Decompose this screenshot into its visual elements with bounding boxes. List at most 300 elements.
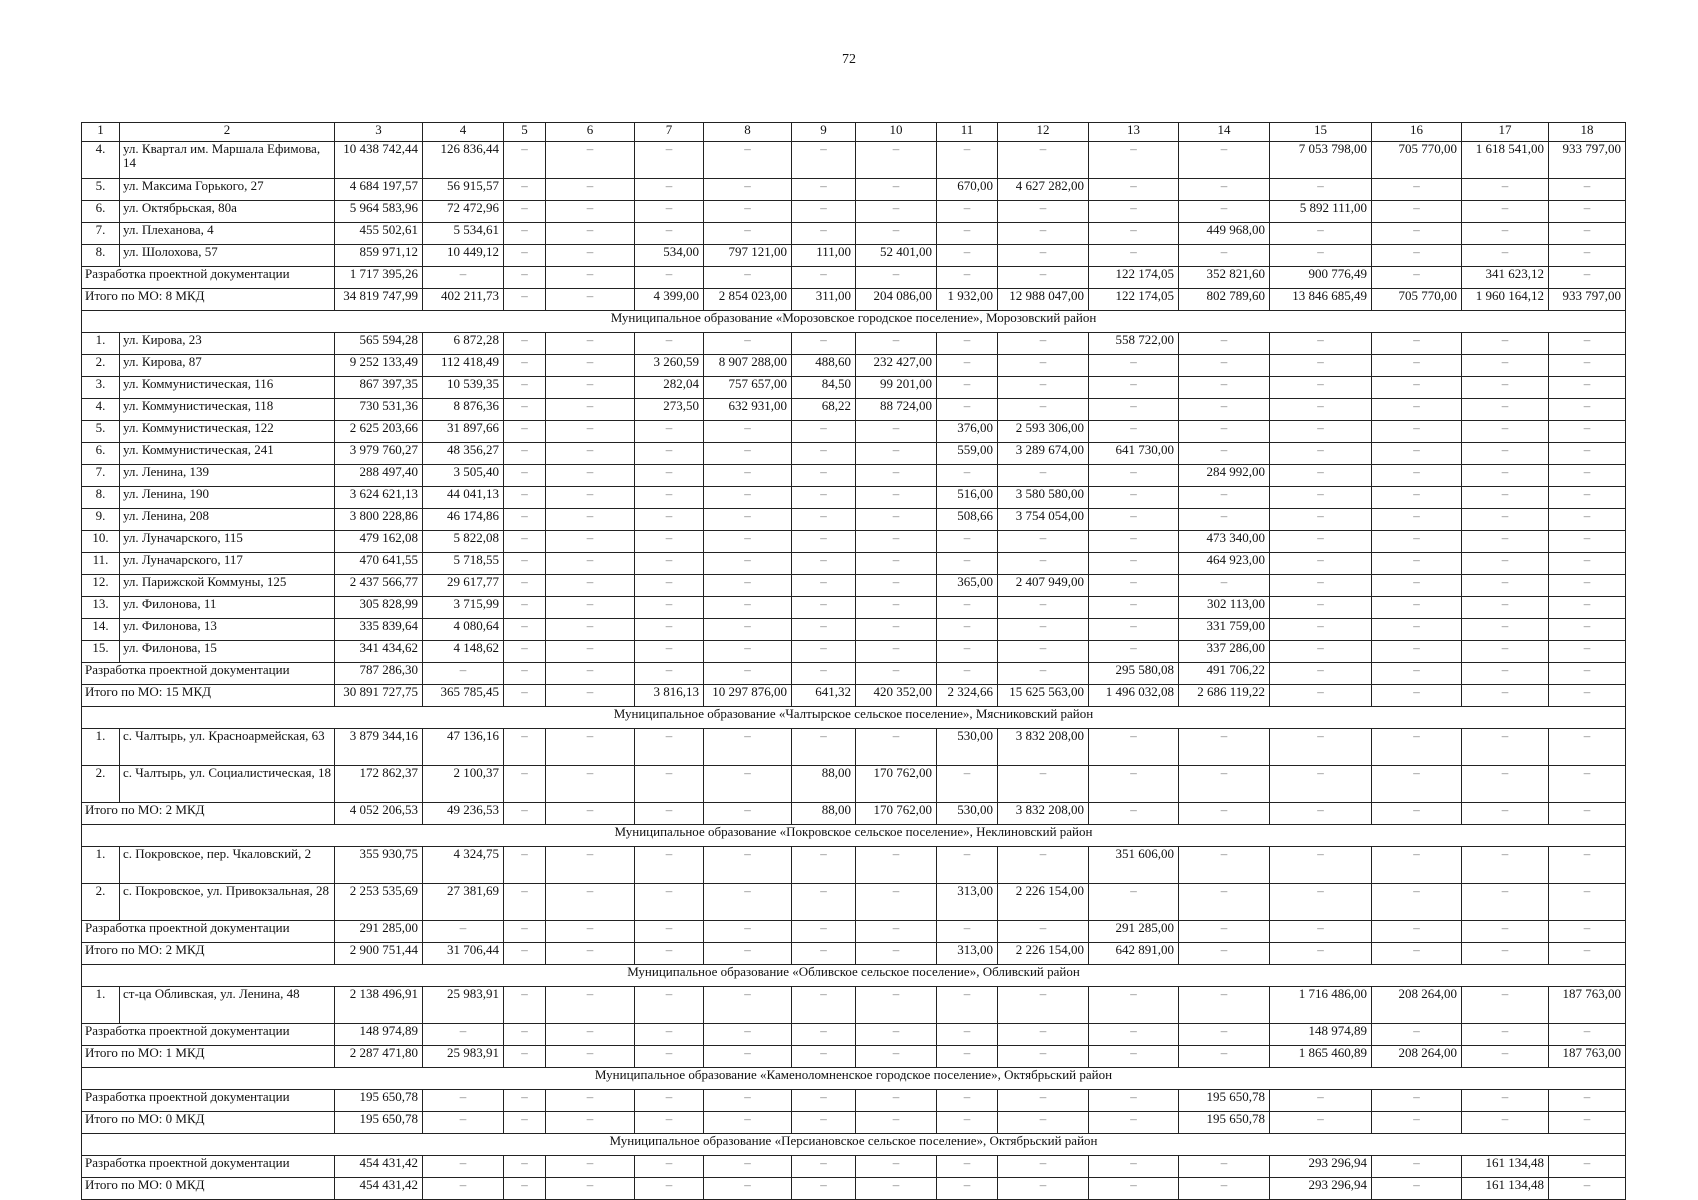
empty-value-cell: – [635, 921, 704, 943]
row-number: 12. [82, 575, 120, 597]
row-number: 6. [82, 201, 120, 223]
empty-value-cell: – [1462, 884, 1549, 921]
empty-value-cell: – [1089, 179, 1179, 201]
row-label: Разработка проектной документации [82, 267, 335, 289]
table-row [82, 179, 1626, 201]
empty-value-cell: – [856, 179, 937, 201]
value-cell: 2 686 119,22 [1179, 685, 1270, 707]
empty-value-cell: – [1179, 377, 1270, 399]
empty-value-cell: – [1270, 1090, 1372, 1112]
value-cell: 4 684 197,57 [335, 179, 423, 201]
empty-value-cell: – [1549, 1178, 1626, 1200]
empty-value-cell: – [1549, 685, 1626, 707]
empty-value-cell: – [635, 201, 704, 223]
empty-value-cell: – [1270, 443, 1372, 465]
empty-value-cell: – [856, 1156, 937, 1178]
value-cell: 10 438 742,44 [335, 142, 423, 179]
empty-value-cell: – [1372, 884, 1462, 921]
section-header-row [82, 1068, 1626, 1090]
column-number: 16 [1372, 123, 1462, 142]
empty-value-cell: – [423, 1112, 504, 1134]
value-cell: 337 286,00 [1179, 641, 1270, 663]
column-number: 13 [1089, 123, 1179, 142]
value-cell: 530,00 [937, 803, 998, 825]
column-number: 9 [792, 123, 856, 142]
address-cell: с. Покровское, ул. Привокзальная, 28 [120, 884, 335, 921]
empty-value-cell: – [1270, 921, 1372, 943]
empty-value-cell: – [998, 847, 1089, 884]
empty-value-cell: – [704, 921, 792, 943]
value-cell: 341 434,62 [335, 641, 423, 663]
empty-value-cell: – [1549, 531, 1626, 553]
value-cell: 72 472,96 [423, 201, 504, 223]
table-row [82, 487, 1626, 509]
row-number: 7. [82, 465, 120, 487]
empty-value-cell: – [423, 1024, 504, 1046]
empty-value-cell: – [504, 443, 546, 465]
table-row [82, 443, 1626, 465]
value-cell: 99 201,00 [856, 377, 937, 399]
empty-value-cell: – [1462, 377, 1549, 399]
empty-value-cell: – [1089, 142, 1179, 179]
value-cell: 13 846 685,49 [1270, 289, 1372, 311]
empty-value-cell: – [1270, 729, 1372, 766]
empty-value-cell: – [1372, 729, 1462, 766]
value-cell: 2 854 023,00 [704, 289, 792, 311]
value-cell: 30 891 727,75 [335, 685, 423, 707]
value-cell: 3 979 760,27 [335, 443, 423, 465]
total-row [82, 1112, 1626, 1134]
value-cell: 473 340,00 [1179, 531, 1270, 553]
value-cell: 900 776,49 [1270, 267, 1372, 289]
value-cell: 559,00 [937, 443, 998, 465]
table-row [82, 245, 1626, 267]
empty-value-cell: – [1372, 399, 1462, 421]
empty-value-cell: – [635, 487, 704, 509]
empty-value-cell: – [704, 443, 792, 465]
empty-value-cell: – [1270, 943, 1372, 965]
value-cell: 148 974,89 [335, 1024, 423, 1046]
value-cell: 122 174,05 [1089, 267, 1179, 289]
empty-value-cell: – [1549, 641, 1626, 663]
empty-value-cell: – [937, 1046, 998, 1068]
empty-value-cell: – [1270, 399, 1372, 421]
empty-value-cell: – [423, 1090, 504, 1112]
empty-value-cell: – [792, 465, 856, 487]
empty-value-cell: – [856, 1090, 937, 1112]
empty-value-cell: – [1089, 377, 1179, 399]
empty-value-cell: – [937, 766, 998, 803]
row-number: 2. [82, 884, 120, 921]
value-cell: 3 832 208,00 [998, 803, 1089, 825]
value-cell: 351 606,00 [1089, 847, 1179, 884]
table-row [82, 766, 1626, 803]
empty-value-cell: – [792, 641, 856, 663]
empty-value-cell: – [1372, 766, 1462, 803]
empty-value-cell: – [856, 487, 937, 509]
empty-value-cell: – [1270, 553, 1372, 575]
value-cell: 311,00 [792, 289, 856, 311]
empty-value-cell: – [1372, 267, 1462, 289]
empty-value-cell: – [1549, 443, 1626, 465]
empty-value-cell: – [792, 553, 856, 575]
empty-value-cell: – [1089, 223, 1179, 245]
empty-value-cell: – [998, 1112, 1089, 1134]
empty-value-cell: – [704, 1178, 792, 1200]
empty-value-cell: – [1372, 333, 1462, 355]
table-row [82, 729, 1626, 766]
empty-value-cell: – [856, 641, 937, 663]
empty-value-cell: – [1549, 355, 1626, 377]
empty-value-cell: – [1179, 943, 1270, 965]
empty-value-cell: – [1179, 487, 1270, 509]
empty-value-cell: – [1089, 575, 1179, 597]
value-cell: 293 296,94 [1270, 1156, 1372, 1178]
row-label: Итого по МО: 8 МКД [82, 289, 335, 311]
value-cell: 455 502,61 [335, 223, 423, 245]
empty-value-cell: – [792, 1024, 856, 1046]
empty-value-cell: – [1179, 1156, 1270, 1178]
empty-value-cell: – [423, 663, 504, 685]
value-cell: 4 052 206,53 [335, 803, 423, 825]
value-cell: 787 286,30 [335, 663, 423, 685]
empty-value-cell: – [1549, 333, 1626, 355]
empty-value-cell: – [1372, 201, 1462, 223]
empty-value-cell: – [504, 987, 546, 1024]
empty-value-cell: – [504, 884, 546, 921]
empty-value-cell: – [1179, 201, 1270, 223]
value-cell: 2 287 471,80 [335, 1046, 423, 1068]
value-cell: 46 174,86 [423, 509, 504, 531]
empty-value-cell: – [504, 1112, 546, 1134]
empty-value-cell: – [856, 333, 937, 355]
value-cell: 10 297 876,00 [704, 685, 792, 707]
empty-value-cell: – [504, 1024, 546, 1046]
value-cell: 88 724,00 [856, 399, 937, 421]
empty-value-cell: – [504, 179, 546, 201]
value-cell: 161 134,48 [1462, 1178, 1549, 1200]
column-number: 12 [998, 123, 1089, 142]
empty-value-cell: – [856, 465, 937, 487]
empty-value-cell: – [504, 803, 546, 825]
empty-value-cell: – [856, 201, 937, 223]
empty-value-cell: – [856, 847, 937, 884]
value-cell: 859 971,12 [335, 245, 423, 267]
address-cell: ул. Ленина, 208 [120, 509, 335, 531]
value-cell: 730 531,36 [335, 399, 423, 421]
empty-value-cell: – [1089, 1046, 1179, 1068]
empty-value-cell: – [1549, 619, 1626, 641]
empty-value-cell: – [1089, 487, 1179, 509]
value-cell: 2 900 751,44 [335, 943, 423, 965]
empty-value-cell: – [1179, 333, 1270, 355]
empty-value-cell: – [1549, 663, 1626, 685]
table-row [82, 553, 1626, 575]
value-cell: 2 253 535,69 [335, 884, 423, 921]
row-number: 1. [82, 847, 120, 884]
row-number: 4. [82, 399, 120, 421]
value-cell: 5 892 111,00 [1270, 201, 1372, 223]
empty-value-cell: – [1089, 597, 1179, 619]
empty-value-cell: – [1549, 847, 1626, 884]
empty-value-cell: – [504, 487, 546, 509]
empty-value-cell: – [1372, 553, 1462, 575]
empty-value-cell: – [1270, 884, 1372, 921]
empty-value-cell: – [635, 1046, 704, 1068]
value-cell: 641 730,00 [1089, 443, 1179, 465]
empty-value-cell: – [1089, 766, 1179, 803]
empty-value-cell: – [546, 1046, 635, 1068]
row-number: 10. [82, 531, 120, 553]
empty-value-cell: – [856, 619, 937, 641]
empty-value-cell: – [1462, 179, 1549, 201]
empty-value-cell: – [1270, 803, 1372, 825]
empty-value-cell: – [1270, 465, 1372, 487]
empty-value-cell: – [635, 1090, 704, 1112]
empty-value-cell: – [635, 1156, 704, 1178]
value-cell: 4 399,00 [635, 289, 704, 311]
empty-value-cell: – [792, 1178, 856, 1200]
empty-value-cell: – [423, 1156, 504, 1178]
empty-value-cell: – [546, 443, 635, 465]
empty-value-cell: – [998, 267, 1089, 289]
value-cell: 29 617,77 [423, 575, 504, 597]
address-cell: ул. Максима Горького, 27 [120, 179, 335, 201]
empty-value-cell: – [856, 987, 937, 1024]
value-cell: 293 296,94 [1270, 1178, 1372, 1200]
empty-value-cell: – [704, 421, 792, 443]
empty-value-cell: – [635, 531, 704, 553]
empty-value-cell: – [1372, 575, 1462, 597]
address-cell: ул. Коммунистическая, 241 [120, 443, 335, 465]
value-cell: 3 800 228,86 [335, 509, 423, 531]
empty-value-cell: – [546, 729, 635, 766]
empty-value-cell: – [704, 766, 792, 803]
empty-value-cell: – [704, 641, 792, 663]
empty-value-cell: – [1462, 987, 1549, 1024]
value-cell: 84,50 [792, 377, 856, 399]
empty-value-cell: – [635, 465, 704, 487]
value-cell: 3 580 580,00 [998, 487, 1089, 509]
empty-value-cell: – [998, 1024, 1089, 1046]
table-row [82, 509, 1626, 531]
row-number: 9. [82, 509, 120, 531]
empty-value-cell: – [704, 575, 792, 597]
empty-value-cell: – [792, 921, 856, 943]
empty-value-cell: – [1270, 597, 1372, 619]
empty-value-cell: – [504, 245, 546, 267]
empty-value-cell: – [1270, 179, 1372, 201]
value-cell: 6 872,28 [423, 333, 504, 355]
row-label: Итого по МО: 15 МКД [82, 685, 335, 707]
municipality-title: Муниципальное образование «Персиановское сельское поселение», Октябрьский район [82, 1134, 1626, 1156]
empty-value-cell: – [1372, 1024, 1462, 1046]
empty-value-cell: – [546, 987, 635, 1024]
empty-value-cell: – [1462, 575, 1549, 597]
column-number: 17 [1462, 123, 1549, 142]
empty-value-cell: – [792, 597, 856, 619]
empty-value-cell: – [704, 179, 792, 201]
value-cell: 534,00 [635, 245, 704, 267]
empty-value-cell: – [546, 884, 635, 921]
empty-value-cell: – [937, 1156, 998, 1178]
value-cell: 52 401,00 [856, 245, 937, 267]
empty-value-cell: – [504, 421, 546, 443]
empty-value-cell: – [1372, 803, 1462, 825]
total-row [82, 685, 1626, 707]
value-cell: 313,00 [937, 884, 998, 921]
address-cell: ул. Кирова, 87 [120, 355, 335, 377]
section-header-row [82, 825, 1626, 847]
empty-value-cell: – [1179, 142, 1270, 179]
row-label: Итого по МО: 0 МКД [82, 1112, 335, 1134]
empty-value-cell: – [1270, 487, 1372, 509]
empty-value-cell: – [546, 1024, 635, 1046]
empty-value-cell: – [1462, 421, 1549, 443]
empty-value-cell: – [546, 943, 635, 965]
value-cell: 641,32 [792, 685, 856, 707]
empty-value-cell: – [856, 729, 937, 766]
empty-value-cell: – [1549, 399, 1626, 421]
value-cell: 488,60 [792, 355, 856, 377]
empty-value-cell: – [1179, 1046, 1270, 1068]
total-row [82, 267, 1626, 289]
empty-value-cell: – [1089, 803, 1179, 825]
section-header-row [82, 965, 1626, 987]
value-cell: 4 080,64 [423, 619, 504, 641]
empty-value-cell: – [635, 943, 704, 965]
empty-value-cell: – [1270, 575, 1372, 597]
empty-value-cell: – [1462, 943, 1549, 965]
municipality-title: Муниципальное образование «Покровское сельское поселение», Неклиновский район [82, 825, 1626, 847]
value-cell: 48 356,27 [423, 443, 504, 465]
column-number-row [82, 123, 1626, 142]
value-cell: 757 657,00 [704, 377, 792, 399]
empty-value-cell: – [1089, 619, 1179, 641]
empty-value-cell: – [1462, 1112, 1549, 1134]
table-row [82, 201, 1626, 223]
empty-value-cell: – [1462, 663, 1549, 685]
table-row [82, 619, 1626, 641]
empty-value-cell: – [1179, 355, 1270, 377]
section-header-row [82, 707, 1626, 729]
value-cell: 1 865 460,89 [1270, 1046, 1372, 1068]
table-row [82, 847, 1626, 884]
empty-value-cell: – [1179, 921, 1270, 943]
empty-value-cell: – [937, 1090, 998, 1112]
empty-value-cell: – [1549, 597, 1626, 619]
address-cell: ул. Кирова, 23 [120, 333, 335, 355]
empty-value-cell: – [704, 333, 792, 355]
empty-value-cell: – [937, 553, 998, 575]
value-cell: 470 641,55 [335, 553, 423, 575]
empty-value-cell: – [1089, 201, 1179, 223]
value-cell: 305 828,99 [335, 597, 423, 619]
table-row [82, 399, 1626, 421]
value-cell: 3 754 054,00 [998, 509, 1089, 531]
empty-value-cell: – [1270, 847, 1372, 884]
value-cell: 302 113,00 [1179, 597, 1270, 619]
total-row [82, 289, 1626, 311]
row-number: 2. [82, 355, 120, 377]
value-cell: 7 053 798,00 [1270, 142, 1372, 179]
value-cell: 25 983,91 [423, 1046, 504, 1068]
empty-value-cell: – [1089, 1024, 1179, 1046]
empty-value-cell: – [1270, 355, 1372, 377]
empty-value-cell: – [1089, 465, 1179, 487]
empty-value-cell: – [1372, 921, 1462, 943]
row-label: Итого по МО: 0 МКД [82, 1178, 335, 1200]
empty-value-cell: – [856, 223, 937, 245]
value-cell: 8 876,36 [423, 399, 504, 421]
empty-value-cell: – [546, 201, 635, 223]
empty-value-cell: – [635, 1024, 704, 1046]
empty-value-cell: – [704, 884, 792, 921]
empty-value-cell: – [1549, 553, 1626, 575]
empty-value-cell: – [1179, 509, 1270, 531]
empty-value-cell: – [937, 987, 998, 1024]
empty-value-cell: – [504, 142, 546, 179]
empty-value-cell: – [635, 553, 704, 575]
empty-value-cell: – [546, 377, 635, 399]
address-cell: ул. Коммунистическая, 122 [120, 421, 335, 443]
value-cell: 47 136,16 [423, 729, 504, 766]
empty-value-cell: – [1462, 1090, 1549, 1112]
value-cell: 491 706,22 [1179, 663, 1270, 685]
empty-value-cell: – [792, 1156, 856, 1178]
total-row [82, 663, 1626, 685]
table-row [82, 333, 1626, 355]
empty-value-cell: – [704, 509, 792, 531]
empty-value-cell: – [856, 531, 937, 553]
empty-value-cell: – [856, 421, 937, 443]
value-cell: 282,04 [635, 377, 704, 399]
empty-value-cell: – [1089, 987, 1179, 1024]
empty-value-cell: – [998, 531, 1089, 553]
empty-value-cell: – [635, 729, 704, 766]
empty-value-cell: – [1179, 884, 1270, 921]
empty-value-cell: – [792, 1046, 856, 1068]
value-cell: 2 437 566,77 [335, 575, 423, 597]
empty-value-cell: – [1179, 1024, 1270, 1046]
empty-value-cell: – [546, 179, 635, 201]
row-number: 11. [82, 553, 120, 575]
empty-value-cell: – [937, 1112, 998, 1134]
empty-value-cell: – [1089, 1112, 1179, 1134]
value-cell: 10 539,35 [423, 377, 504, 399]
empty-value-cell: – [1372, 1112, 1462, 1134]
table-row [82, 641, 1626, 663]
empty-value-cell: – [998, 465, 1089, 487]
empty-value-cell: – [635, 803, 704, 825]
empty-value-cell: – [1372, 223, 1462, 245]
empty-value-cell: – [1462, 355, 1549, 377]
value-cell: 2 625 203,66 [335, 421, 423, 443]
value-cell: 530,00 [937, 729, 998, 766]
empty-value-cell: – [1179, 987, 1270, 1024]
empty-value-cell: – [998, 553, 1089, 575]
row-number: 1. [82, 729, 120, 766]
empty-value-cell: – [792, 729, 856, 766]
empty-value-cell: – [546, 921, 635, 943]
empty-value-cell: – [635, 663, 704, 685]
column-number: 18 [1549, 123, 1626, 142]
empty-value-cell: – [937, 641, 998, 663]
empty-value-cell: – [504, 921, 546, 943]
empty-value-cell: – [1462, 597, 1549, 619]
empty-value-cell: – [998, 399, 1089, 421]
empty-value-cell: – [504, 531, 546, 553]
